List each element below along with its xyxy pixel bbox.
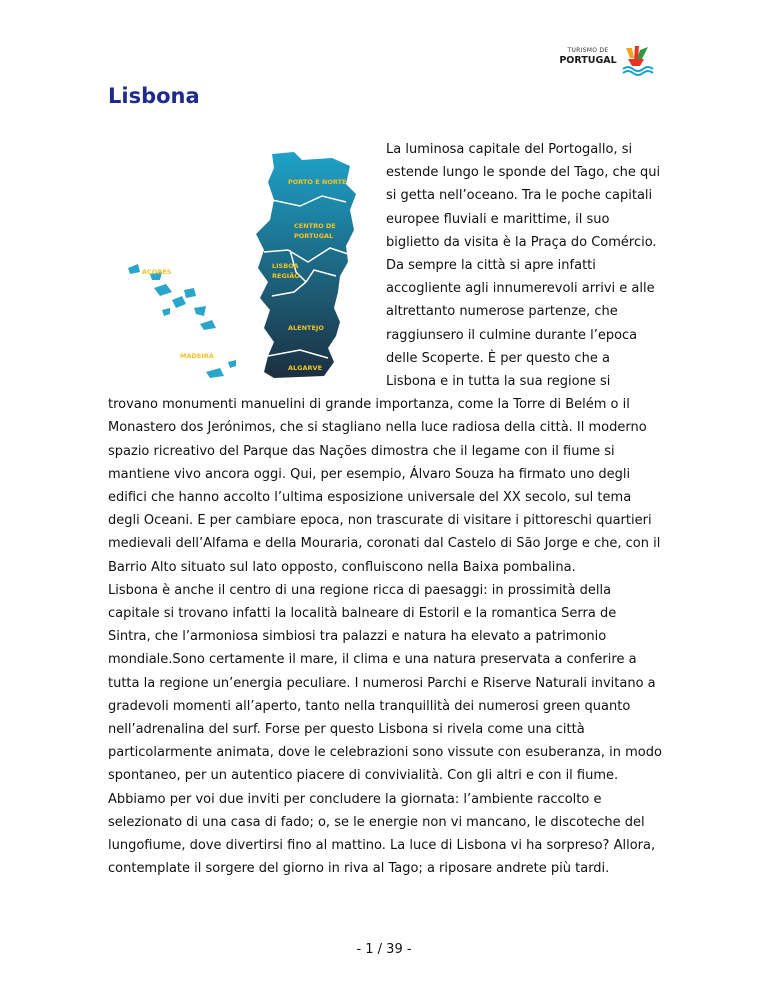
turismo-de-portugal-logo (556, 44, 684, 76)
region-label-madeira: MADEIRA (180, 352, 214, 360)
logo-small-text: TURISMO DE (567, 47, 609, 54)
region-label-lisboa-2: REGIÃO (272, 272, 300, 280)
paragraph-1: La luminosa capitale del Portogallo, si estende lungo le sponde del Tago, che qui si getta nell’oceano. Tra le poche capitali europee fluviali e marittime, il suo biglietto da visita è la Praça do Comércio. Da sempre la città si apre infatti accogliente agli innumerevoli arrivi e alle altrettanto numerose partenze, che raggiunsero il culmine durante l’epoca delle Scoperte. È per questo che a Lisbona e in tutta la sua regione si trovano monumenti manuelini di grande importanza, come la Torre di Belém o il Monastero dos Jerónimos, che si stagliano nella luce radiosa della città. Il moderno spazio ricreativo del Parque das Nações dimostra che il legame con il fiume si mantiene vivo ancora oggi. Qui, per esempio, Álvaro Souza ha firmato uno degli edifici che hanno accolto l’ultima esposizione universale del XX secolo, sul tema degli Oceani. E per cambiare epoca, non trascurate di visitare i pittoreschi quartieri medievali dell’Alfama e della Mouraria, coronati dal Castelo di São Jorge e che, con il Barrio Alto situato sul lato opposto, confluiscono nella Baixa pombalina. (108, 142, 661, 575)
paragraph-2: Lisbona è anche il centro di una regione ricca di paesaggi: in prossimità della capitale si trovano infatti la località balneare di Estoril e la romantica Serra de Sintra, che l’armoniosa simbiosi tra palazzi e natura ha elevato a patrimonio mondiale.Sono certamente il mare, il clima e una natura preservata a conferire a tutta la regione un’energia peculiare. I numerosi Parchi e Riserve Naturali invitano a gradevoli momenti all’aperto, tanto nella tranquillità dei numerosi green quanto nell’adrenalina del surf. Forse per questo Lisbona si rivela come una città particolarmente animata, dove le celebrazioni sono vissute con esuberanza, in modo spontaneo, per un autentico piacere di convivialità. Con gli altri e con il fiume. (108, 582, 662, 784)
map-float-spacer (108, 138, 386, 384)
region-label-centro-1: CENTRO DE (294, 222, 336, 230)
region-label-centro-2: PORTUGAL (294, 232, 334, 240)
portugal-flower-icon (620, 44, 654, 76)
region-label-alentejo: ALENTEJO (288, 324, 324, 332)
paragraph-3: Abbiamo per voi due inviti per concludere la giornata: l’ambiente raccolto e selezionato di una casa di fado; o, se le energie non vi mancano, le discoteche del lungofiume, dove divertirsi fino al mattino. La luce di Lisbona vi ha sorpreso? Allora, contemplate il sorgere del giorno in riva al Tago; a riposare andrete più tardi. (108, 791, 656, 877)
page-number: - 1 / 39 - (356, 942, 412, 957)
region-label-acores: AÇORES (142, 268, 172, 276)
logo-big-text: PORTUGAL (559, 55, 617, 66)
logo-wordmark (556, 44, 620, 66)
region-label-algarve: ALGARVE (288, 364, 323, 372)
page-title: Lisbona (108, 84, 200, 108)
region-label-lisboa-1: LISBOA (272, 262, 299, 270)
article-body (108, 138, 662, 881)
region-label-porto-norte: PORTO E NORTE (288, 178, 347, 186)
